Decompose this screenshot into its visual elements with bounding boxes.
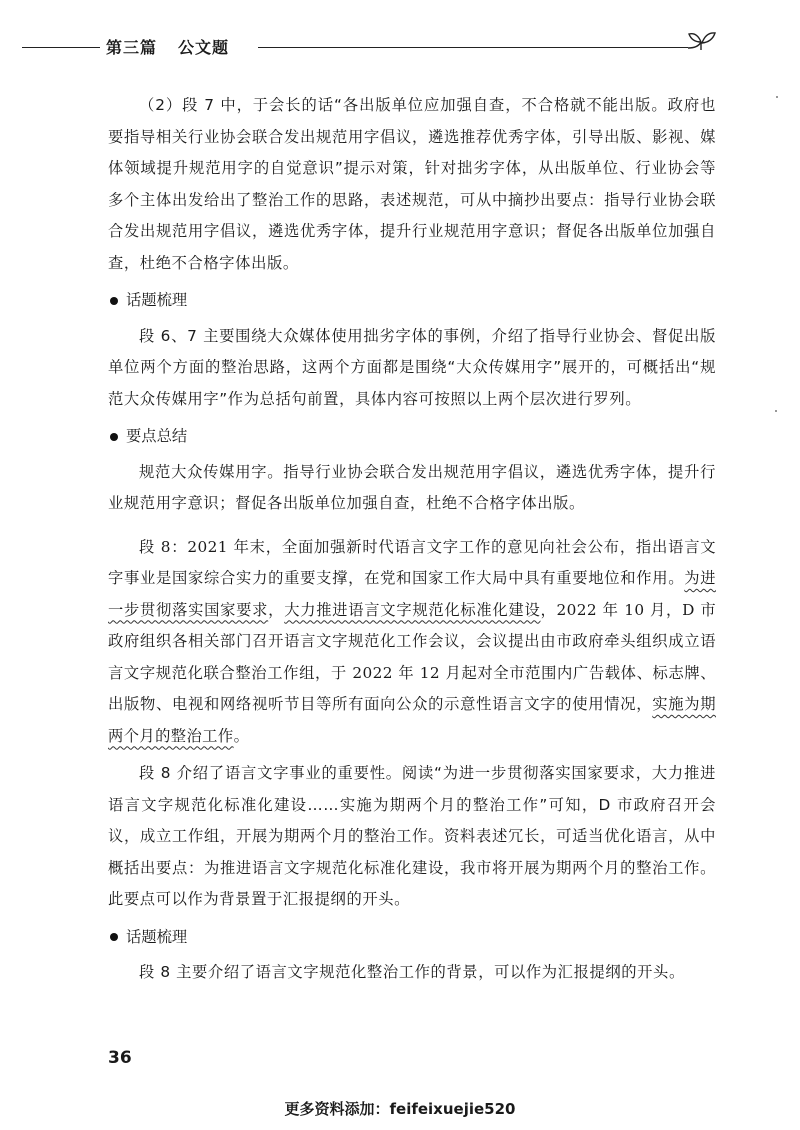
wavy-underline-1: 为进一步贯彻落实国家要求: [108, 569, 716, 619]
paragraph-analysis-1: （2）段 7 中，于会长的话“各出版单位应加强自查，不合格就不能出版。政府也要指导相关行业协会联合发出规范用字倡议，遴选推荐优秀字体，引导出版、影视、媒体领域提升规范用字的自觉意识”提示对策，针对拙劣字体，从出版单位、行业协会等多个主体出发给出了整治工作的思路，表述规范，可从中摘抄出要点：指导行业协会联合发出规范用字倡议，遴选优秀字体，提升行业规范用字意识；督促各出版单位加强自查，杜绝不合格字体出版。: [108, 96, 716, 272]
topic-label: 公文题: [178, 38, 230, 57]
material-comma: ，: [268, 600, 285, 619]
header-rule-right: [258, 47, 688, 48]
summary-text: 规范大众传媒用字。指导行业协会联合发出规范用字倡议，遴选优秀字体，提升行业规范用字意识；督促各出版单位加强自查，杜绝不合格字体出版。: [108, 462, 716, 512]
paragraph-summary: [108, 457, 716, 520]
scan-speck: [776, 96, 778, 98]
page-header: [0, 28, 800, 58]
footer-note: 更多资料添加：feifeixuejie520: [284, 1100, 516, 1118]
section-heading-topic-2: [108, 922, 716, 954]
bullet-icon: [110, 433, 118, 441]
bullet-icon: [110, 297, 118, 305]
bullet-icon: [110, 933, 118, 941]
material-text-a: 段 8：2021 年末，全面加强新时代语言文字工作的意见向社会公布，指出语言文字事业是国家综合实力的重要支撑，在党和国家工作大局中具有重要地位和作用。: [108, 537, 716, 587]
chapter-label: 第三篇: [106, 38, 158, 57]
section-heading-text: 话题梳理: [126, 927, 188, 946]
section-heading-text: 话题梳理: [126, 291, 188, 309]
paragraph-analysis-8: 段 8 介绍了语言文字事业的重要性。阅读“为进一步贯彻落实国家要求，大力推进语言文字规范化标准化建设……实施为期两个月的整治工作”可知，D 市政府召开会议，成立工作组，开展为期两个月的整治工作。资料表述冗长，可适当优化语言，从中概括出要点：为推进语言文字规范化标准化建设，我市将开展为期两个月的整治工作。此要点可以作为背景置于汇报提纲的开头。: [108, 764, 716, 908]
scan-speck: [775, 410, 777, 412]
section-heading-summary: [108, 421, 716, 453]
page-content: [108, 90, 716, 989]
paragraph-topic-1: 段 6、7 主要围绕大众媒体使用拙劣字体的事例，介绍了指导行业协会、督促出版单位两个方面的整治思路，这两个方面都是围绕“大众传媒用字”展开的，可概括出“规范大众传媒用字”作为总括句前置，具体内容可按照以上两个层次进行罗列。: [108, 326, 716, 408]
wavy-underline-3: 实施为期两个月的整治工作: [108, 695, 716, 745]
paragraph-material-8: [108, 532, 716, 753]
header-rule-left: [22, 47, 100, 48]
section-heading-text: 要点总结: [126, 427, 188, 445]
leaf-sprout-icon: [684, 28, 718, 56]
material-end: 。: [233, 726, 250, 745]
wavy-underline-2: 大力推进语言文字规范化标准化建设: [284, 600, 541, 619]
page-number: 36: [108, 1048, 132, 1068]
paragraph-topic-2: 段 8 主要介绍了语言文字规范化整治工作的背景，可以作为汇报提纲的开头。: [139, 963, 685, 981]
section-heading-topic-1: [108, 285, 716, 317]
material-text-b: ，2022 年 10 月，D 市政府组织各相关部门召开语言文字规范化工作会议，会议提出由市政府牵头组织成立语言文字规范化联合整治工作组，于 2022 年 12 月起对全市范围内广告载体、标志牌、出版物、电视和网络视听节目等所有面向公众的示意性语言文字的使用情况，: [108, 600, 717, 713]
